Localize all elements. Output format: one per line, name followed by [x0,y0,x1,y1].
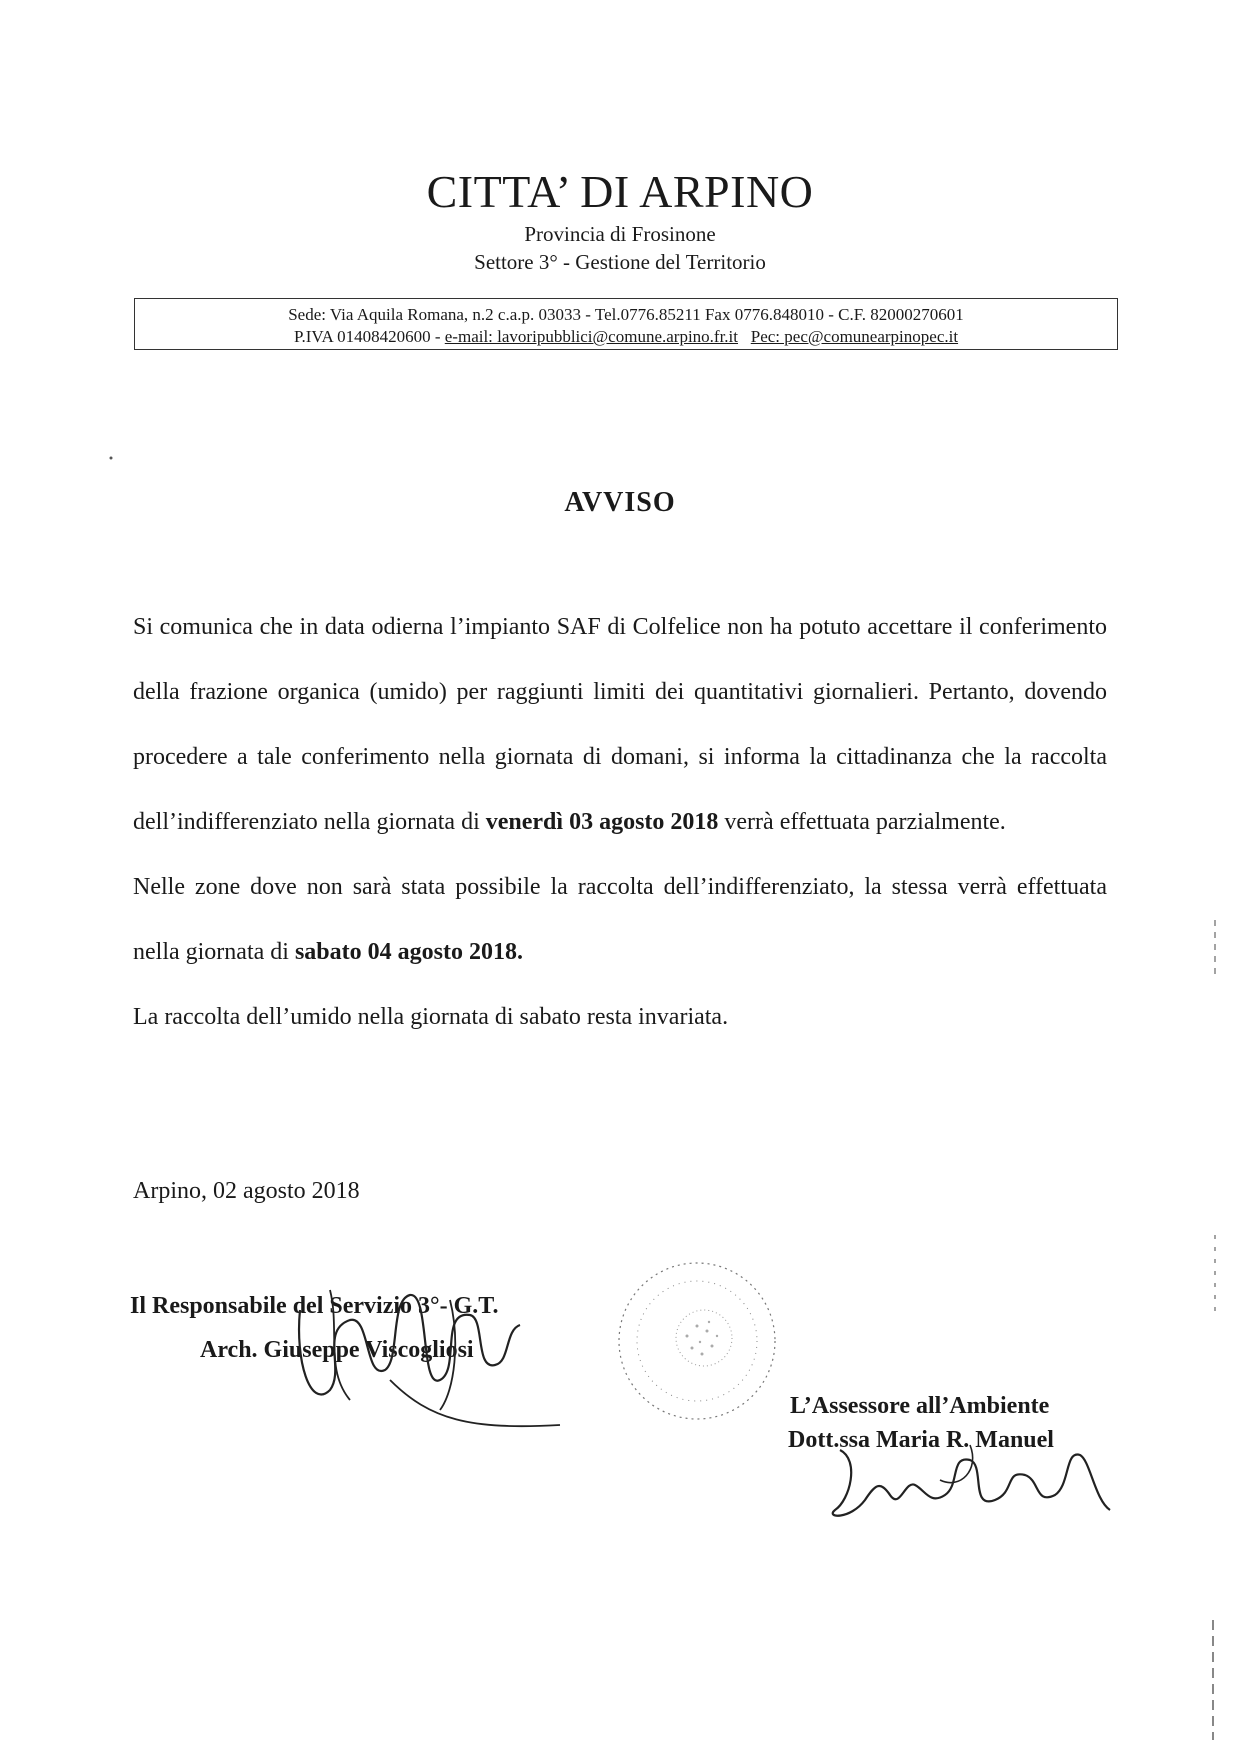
p1-text-b: verrà effettuata parzialmente. [718,809,1006,835]
piva-text: P.IVA 01408420600 - [293,327,445,346]
right-signatory-name: Dott.ssa Maria R. Manuel [788,1427,1054,1453]
place-date: Arpino, 02 agosto 2018 [133,1178,360,1204]
contact-address-line: Sede: Via Aquila Romana, n.2 c.a.p. 03033 - Tel.0776.85211 Fax 0776.848010 - C.F. 82000270601 [288,305,964,324]
right-signatory-role: L’Assessore all’Ambiente [790,1393,1050,1419]
sector-line: Settore 3° - Gestione del Territorio [474,250,766,274]
email-link[interactable]: e-mail: lavoripubblici@comune.arpino.fr.it [444,327,739,346]
province-line: Provincia di Frosinone [524,222,716,246]
margin-scan-mark [1212,1235,1218,1315]
notice-body [133,595,1107,1050]
left-signatory-role: Il Responsabile del Servizio 3°- G.T. [130,1293,499,1319]
handwritten-signature-right [820,1440,1120,1550]
p2-date-bold: sabato 04 agosto 2018. [294,939,523,965]
city-title: CITTA’ DI ARPINO [426,166,814,217]
paragraph-3: La raccolta dell’umido nella giornata di sabato resta invariata. [133,1004,729,1030]
pec-link[interactable]: Pec: pec@comunearpinopec.it [750,327,959,346]
official-stamp [612,1256,782,1426]
margin-scan-mark [1210,1620,1216,1740]
margin-scan-mark [1212,920,1218,980]
p1-text-a: Si comunica che in data odierna l’impianto SAF di Colfelice non ha potuto accettare il conferimento della frazione organica (umido) per raggiunti limiti dei quantitativi giornalieri. Pertanto, dovendo procedere a tale conferimento nella giornata di domani, si informa la cittadinanza che la raccolta dell’indifferenziato nella giornata di [133,614,1107,835]
contact-piva-line [135,327,1117,347]
left-signatory-name: Arch. Giuseppe Viscogliosi [200,1337,474,1363]
scan-speck [108,455,114,461]
notice-title: AVVISO [564,487,676,518]
p2-text-a: Nelle zone dove non sarà stata possibile la raccolta dell’indifferenziato, la stessa verrà effettuata nella giornata di [133,874,1107,965]
handwritten-signature-left [270,1270,570,1435]
paragraph-1 [133,595,1107,855]
p1-date-bold: venerdì 03 agosto 2018 [485,809,719,835]
contact-box [134,298,1118,350]
paragraph-2 [133,855,1107,985]
